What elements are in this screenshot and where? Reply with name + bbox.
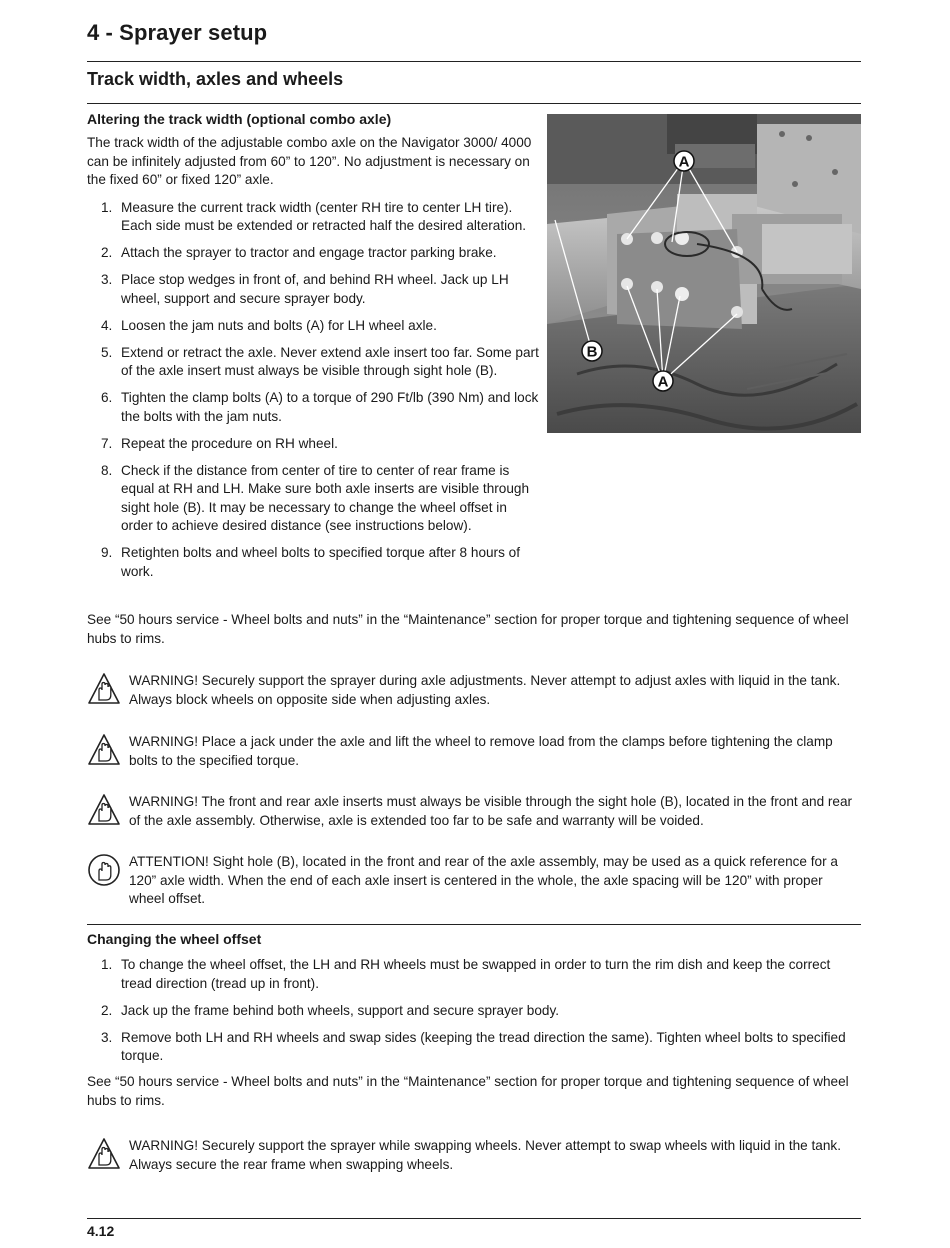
divider: [87, 924, 861, 925]
warning-text: WARNING! Securely support the sprayer while swapping wheels. Never attempt to swap wheels with liquid in the tank. Always secure the rear frame when swapping wheels.: [129, 1138, 841, 1172]
list-item: 9. Retighten bolts and wheel bolts to specified torque after 8 hours of work.: [101, 545, 520, 579]
warning-text: WARNING! The front and rear axle inserts must always be visible through the sight hole (B), located in the front and rear of the axle assembly. Otherwise, axle is extended too far to be safe and warranty will be voided.: [129, 794, 853, 828]
page-number: 4.12: [87, 1223, 115, 1239]
list-item: 5. Extend or retract the axle. Never extend axle insert too far. Some part of the axle insert must always be visible through sight hole (B).: [101, 344, 539, 378]
footer-divider: [87, 1218, 861, 1219]
attention-note: [87, 853, 861, 911]
warning-hand-icon: [87, 1137, 121, 1173]
track-width-column: [87, 110, 539, 590]
warning-note: [87, 733, 861, 773]
warning-note: [87, 1137, 861, 1177]
list-item: 6. Tighten the clamp bolts (A) to a torque of 290 Ft/lb (390 Nm) and lock the bolts with the jam nuts.: [101, 390, 539, 424]
list-item: 3. Place stop wedges in front of, and behind RH wheel. Jack up LH wheel, support and secure sprayer body.: [101, 272, 509, 306]
callout-label-a: A: [678, 153, 690, 171]
warning-text: WARNING! Place a jack under the axle and lift the wheel to remove load from the clamps before tightening the clamp bolts to the specified torque.: [129, 734, 833, 768]
see-maintenance-text: See “50 hours service - Wheel bolts and nuts” in the “Maintenance” section for proper torque and tightening sequence of wheel hubs to rims.: [87, 612, 849, 646]
divider: [87, 61, 861, 62]
list-item: 8. Check if the distance from center of tire to center of rear frame is equal at RH and LH. Make sure both axle inserts are visible through sight hole (B). It may be necessary to change the wheel offset in order to achieve desired distance (see instructions below).: [101, 462, 530, 533]
divider: [87, 103, 861, 104]
warning-note: [87, 672, 861, 712]
list-item: 2. Jack up the frame behind both wheels, support and secure sprayer body.: [101, 1002, 560, 1018]
see-maintenance-note: [87, 611, 861, 648]
track-width-steps: [87, 199, 539, 582]
callout-label-b: B: [586, 343, 598, 361]
chapter-title: 4 - Sprayer setup: [87, 20, 268, 45]
track-width-intro: The track width of the adjustable combo axle on the Navigator 3000/ 4000 can be infinitely adjusted from 60” to 120”. No adjustment is necessary on the fixed 60” or fixed 120” axle.: [87, 135, 532, 187]
wheel-offset-steps: [87, 956, 861, 1066]
track-width-heading: Altering the track width (optional combo axle): [87, 111, 392, 127]
attention-text: ATTENTION! Sight hole (B), located in the front and rear of the axle assembly, may be used as a quick reference for a 120” axle width. When the end of each axle insert is centered in the whole, the axle spacing will be 120” with proper wheel offset.: [129, 854, 838, 906]
warning-note: [87, 793, 861, 833]
warning-text: WARNING! Securely support the sprayer during axle adjustments. Never attempt to adjust axles with liquid in the tank. Always block wheels on opposite side when adjusting axles.: [129, 673, 841, 707]
list-item: 1. To change the wheel offset, the LH and RH wheels must be swapped in order to turn the rim dish and keep the correct tread direction (tread up in front).: [101, 957, 831, 991]
list-item: 4. Loosen the jam nuts and bolts (A) for LH wheel axle.: [101, 317, 437, 333]
list-item: 7. Repeat the procedure on RH wheel.: [101, 435, 338, 451]
list-item: 2. Attach the sprayer to tractor and engage tractor parking brake.: [101, 245, 497, 260]
see-maintenance-text: See “50 hours service - Wheel bolts and nuts” in the “Maintenance” section for proper torque and tightening sequence of wheel hubs to rims.: [87, 1074, 849, 1108]
warning-hand-icon: [87, 733, 121, 769]
manual-page: [87, 0, 861, 1248]
wheel-offset-heading: Changing the wheel offset: [87, 931, 262, 947]
wheel-offset-section: [87, 931, 861, 1110]
warning-hand-icon: [87, 793, 121, 829]
callout-label-a: A: [657, 373, 669, 391]
axle-photo: [547, 114, 861, 433]
attention-hand-icon: [87, 853, 121, 889]
section-title: Track width, axles and wheels: [87, 69, 344, 89]
warning-hand-icon: [87, 672, 121, 708]
list-item: 1. Measure the current track width (center RH tire to center LH tire). Each side must be extended or retracted half the desired alteration.: [101, 199, 527, 233]
list-item: 3. Remove both LH and RH wheels and swap sides (keeping the tread direction the same). Tighten wheel bolts to specified torque.: [101, 1029, 846, 1063]
